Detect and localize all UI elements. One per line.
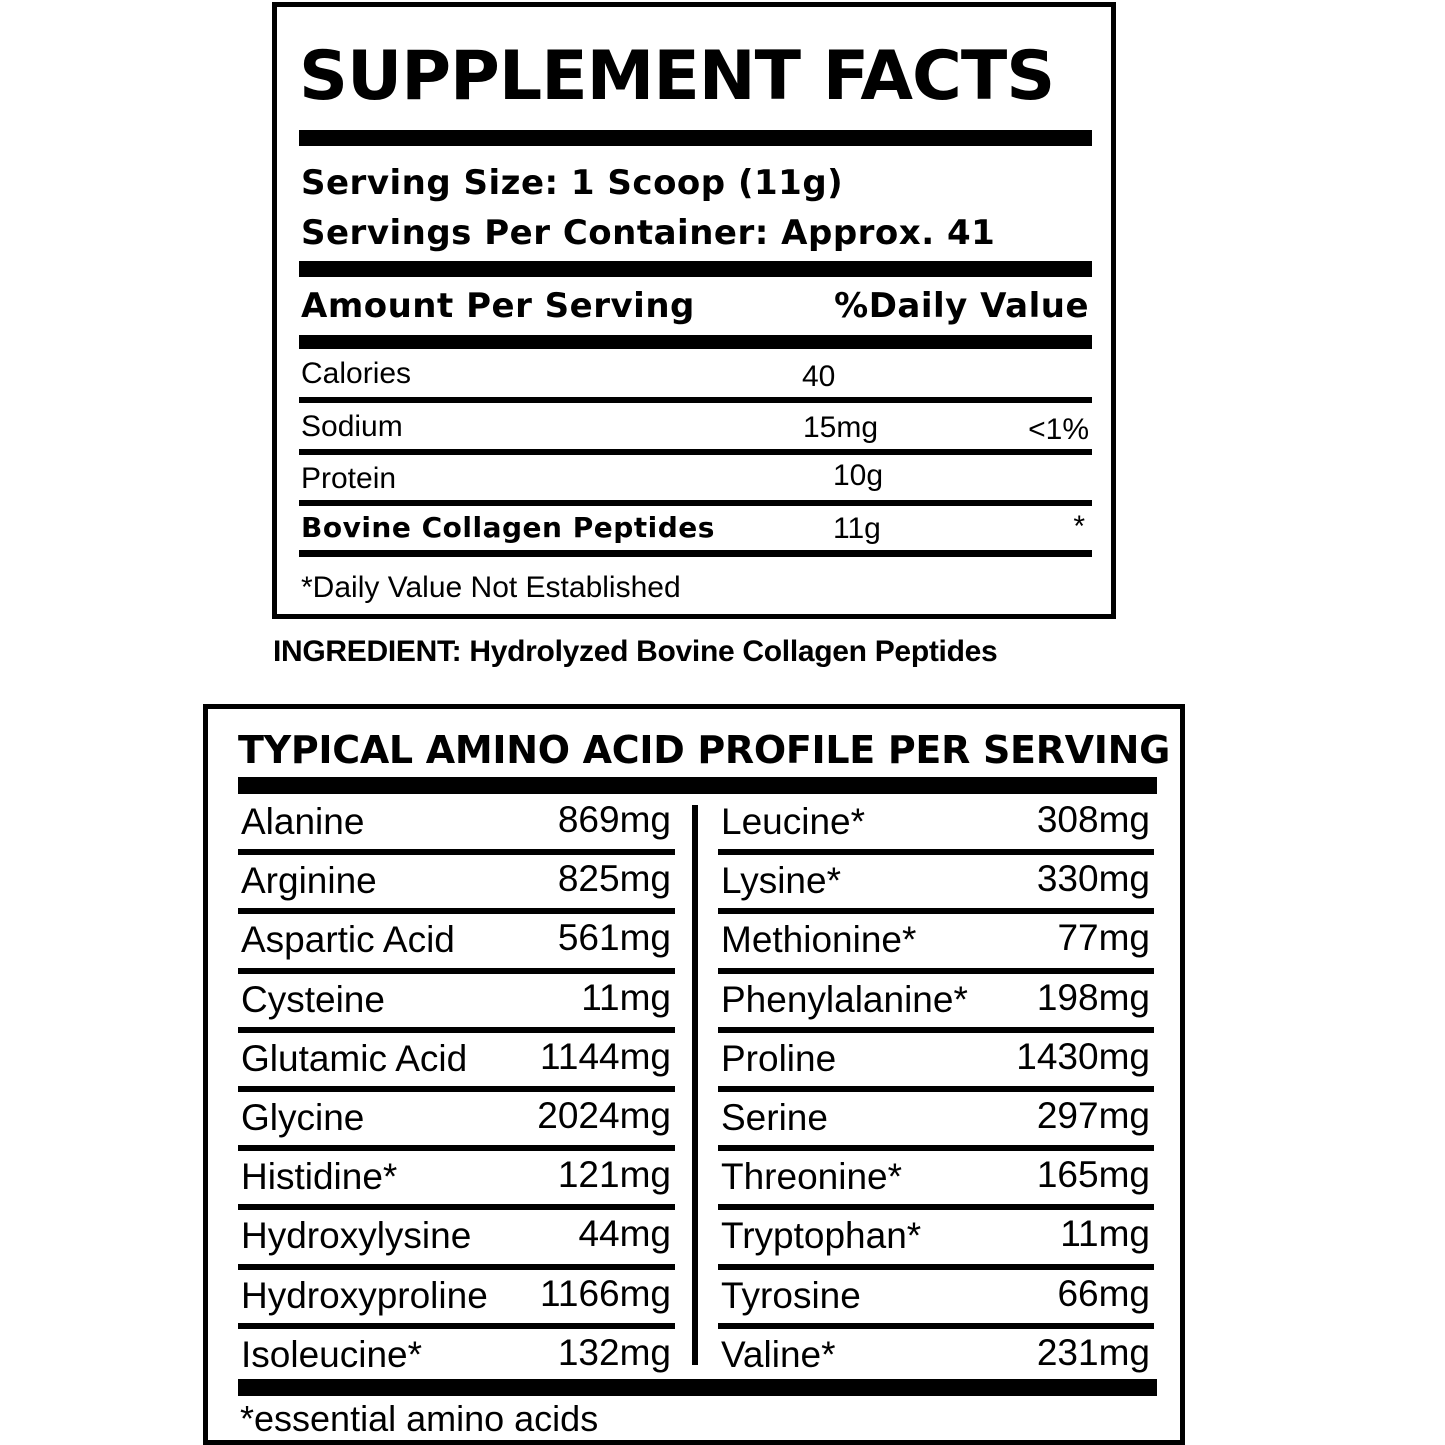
amino-right-column	[718, 796, 1154, 1388]
amino-acid-panel	[203, 704, 1185, 1445]
amino-name: Tyrosine	[721, 1274, 861, 1316]
amino-value: 121mg	[557, 1154, 671, 1196]
amino-row	[238, 914, 675, 973]
row-sodium-amount: 15mg	[803, 411, 879, 444]
row-collagen-dv: *	[1073, 510, 1085, 543]
amino-row	[718, 974, 1154, 1033]
header-amount-per-serving: Amount Per Serving	[301, 286, 695, 326]
daily-value-footnote: *Daily Value Not Established	[301, 571, 681, 604]
amino-name: Threonine*	[721, 1156, 903, 1198]
amino-value: 1430mg	[1016, 1035, 1150, 1077]
amino-name: Alanine	[241, 801, 365, 842]
ingredient-statement: INGREDIENT: Hydrolyzed Bovine Collagen Peptides	[273, 635, 998, 668]
serving-size: Serving Size: 1 Scoop (11g)	[301, 163, 844, 203]
divider-thick	[238, 777, 1157, 794]
amino-name: Methionine*	[721, 919, 917, 961]
amino-row	[718, 796, 1154, 855]
amino-row	[718, 855, 1154, 914]
amino-value: 165mg	[1036, 1154, 1150, 1196]
header-daily-value: %Daily Value	[834, 286, 1089, 326]
amino-value: 66mg	[1057, 1272, 1150, 1314]
amino-value: 231mg	[1036, 1331, 1150, 1373]
amino-name: Proline	[721, 1037, 837, 1079]
amino-name: Cysteine	[241, 978, 385, 1020]
servings-per-container: Servings Per Container: Approx. 41	[301, 213, 996, 253]
amino-row	[238, 1210, 675, 1269]
amino-name: Serine	[721, 1096, 828, 1138]
amino-value: 198mg	[1036, 976, 1150, 1018]
divider-thin	[299, 397, 1092, 403]
amino-row	[238, 1033, 675, 1092]
supplement-facts-title: SUPPLEMENT FACTS	[299, 37, 1055, 116]
amino-row	[718, 1210, 1154, 1269]
row-sodium-label: Sodium	[301, 410, 403, 443]
divider-thin	[299, 500, 1092, 506]
amino-name: Arginine	[241, 860, 377, 902]
amino-row	[238, 1092, 675, 1151]
amino-value: 1144mg	[540, 1035, 671, 1077]
divider-thin	[299, 550, 1092, 557]
amino-name: Glutamic Acid	[241, 1037, 468, 1079]
amino-name: Lysine*	[721, 860, 841, 902]
amino-value: 297mg	[1036, 1094, 1150, 1136]
amino-name: Aspartic Acid	[241, 919, 455, 961]
amino-value: 11mg	[1060, 1213, 1150, 1255]
essential-amino-footnote: *essential amino acids	[240, 1398, 599, 1439]
row-protein-label: Protein	[301, 462, 397, 495]
amino-row	[238, 796, 675, 855]
amino-name: Glycine	[241, 1096, 365, 1138]
amino-value: 825mg	[557, 858, 671, 900]
amino-name: Phenylalanine*	[721, 978, 968, 1020]
amino-row	[718, 1033, 1154, 1092]
amino-row	[238, 974, 675, 1033]
amino-value: 561mg	[557, 917, 671, 959]
amino-name: Hydroxylysine	[241, 1215, 472, 1257]
amino-acid-title: TYPICAL AMINO ACID PROFILE PER SERVING	[238, 728, 1171, 772]
column-divider	[692, 805, 698, 1365]
amino-row	[238, 1270, 675, 1329]
row-calories-amount: 40	[802, 360, 836, 393]
divider-thick	[238, 1379, 1157, 1396]
supplement-facts-panel	[272, 2, 1116, 619]
divider-thick	[299, 130, 1092, 146]
amino-name: Histidine*	[241, 1156, 398, 1198]
amino-name: Hydroxyproline	[241, 1274, 488, 1316]
amino-value: 2024mg	[537, 1094, 671, 1136]
row-sodium-dv: <1%	[1028, 413, 1089, 446]
amino-row	[718, 1151, 1154, 1210]
divider-thin	[299, 449, 1092, 455]
amino-row	[718, 1092, 1154, 1151]
amino-left-column	[238, 796, 675, 1388]
amino-name: Valine*	[721, 1333, 836, 1375]
amino-name: Tryptophan*	[721, 1215, 922, 1257]
row-collagen-label: Bovine Collagen Peptides	[301, 511, 715, 544]
amino-row	[718, 1270, 1154, 1329]
amino-row	[238, 855, 675, 914]
row-calories-label: Calories	[301, 357, 412, 390]
divider-thick	[299, 335, 1092, 349]
row-collagen-amount: 11g	[833, 512, 881, 545]
amino-value: 11mg	[581, 976, 671, 1018]
amino-value: 1166mg	[540, 1272, 671, 1314]
amino-row	[718, 914, 1154, 973]
amino-value: 132mg	[557, 1331, 671, 1373]
row-protein-amount: 10g	[833, 459, 884, 492]
divider-thick	[299, 261, 1092, 277]
amino-name: Leucine*	[721, 801, 866, 842]
amino-value: 330mg	[1036, 858, 1150, 900]
amino-value: 308mg	[1036, 799, 1150, 840]
amino-row	[238, 1151, 675, 1210]
amino-name: Isoleucine*	[241, 1333, 423, 1375]
amino-value: 869mg	[557, 799, 671, 840]
amino-value: 44mg	[578, 1213, 671, 1255]
amino-value: 77mg	[1057, 917, 1150, 959]
